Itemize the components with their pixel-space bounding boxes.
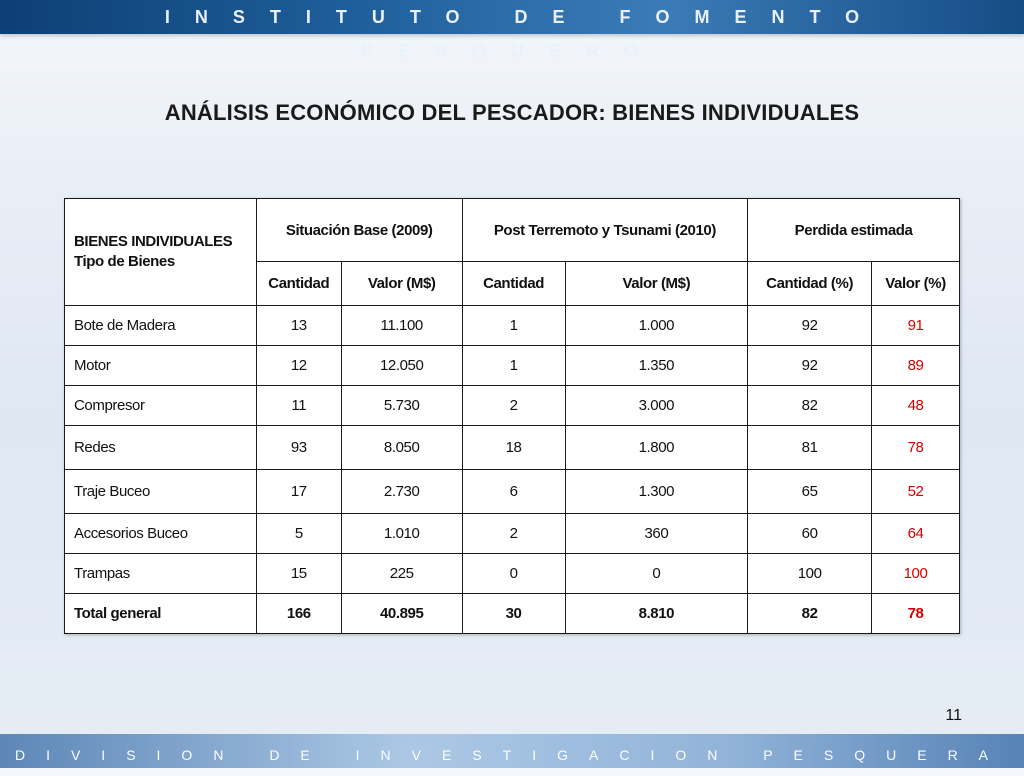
table-cell: 8.050 xyxy=(341,426,462,470)
table-cell: 92 xyxy=(748,346,872,386)
table-cell: 1.300 xyxy=(565,470,748,514)
table-cell: 13 xyxy=(256,306,341,346)
table-cell: 81 xyxy=(748,426,872,470)
total-cell: 40.895 xyxy=(341,594,462,634)
row-label: Redes xyxy=(65,426,257,470)
group-header-loss: Perdida estimada xyxy=(748,199,960,262)
table-cell: 1.350 xyxy=(565,346,748,386)
total-cell: 8.810 xyxy=(565,594,748,634)
corner-line-2: Tipo de Bienes xyxy=(74,253,175,270)
table-row xyxy=(65,346,960,386)
subheader-cell: Valor (M$) xyxy=(341,262,462,306)
subheader-cell: Cantidad xyxy=(256,262,341,306)
table-cell: 3.000 xyxy=(565,386,748,426)
table-cell: 12 xyxy=(256,346,341,386)
table-cell: 60 xyxy=(748,514,872,554)
table-cell: 1.010 xyxy=(341,514,462,554)
row-label: Traje Buceo xyxy=(65,470,257,514)
goods-table xyxy=(64,198,960,634)
table-cell: 65 xyxy=(748,470,872,514)
table-cell: 6 xyxy=(462,470,565,514)
group-header-base: Situación Base (2009) xyxy=(256,199,462,262)
row-label: Accesorios Buceo xyxy=(65,514,257,554)
value-loss-cell: 48 xyxy=(872,386,960,426)
total-label: Total general xyxy=(65,594,257,634)
subheader-cell: Cantidad (%) xyxy=(748,262,872,306)
subheader-cell: Valor (M$) xyxy=(565,262,748,306)
group-header-post: Post Terremoto y Tsunami (2010) xyxy=(462,199,748,262)
table-header-row xyxy=(65,199,960,262)
table-cell: 92 xyxy=(748,306,872,346)
table-row xyxy=(65,306,960,346)
value-loss-cell: 91 xyxy=(872,306,960,346)
table-cell: 100 xyxy=(748,554,872,594)
row-label: Trampas xyxy=(65,554,257,594)
table-cell: 2 xyxy=(462,514,565,554)
table-cell: 360 xyxy=(565,514,748,554)
table-cell: 15 xyxy=(256,554,341,594)
header-banner xyxy=(0,0,1024,61)
table-cell: 1.000 xyxy=(565,306,748,346)
table-cell: 12.050 xyxy=(341,346,462,386)
header-banner-text: INSTITUTO DE FOMENTO PESQUERO xyxy=(164,7,885,61)
table-cell: 1 xyxy=(462,346,565,386)
table-cell: 0 xyxy=(565,554,748,594)
table-cell: 0 xyxy=(462,554,565,594)
table-cell: 17 xyxy=(256,470,341,514)
table-row xyxy=(65,554,960,594)
total-cell: 166 xyxy=(256,594,341,634)
value-loss-cell: 52 xyxy=(872,470,960,514)
corner-line-1: BIENES INDIVIDUALES xyxy=(74,233,233,250)
value-loss-cell: 78 xyxy=(872,426,960,470)
subheader-cell: Valor (%) xyxy=(872,262,960,306)
table-cell: 2 xyxy=(462,386,565,426)
footer-banner xyxy=(0,734,1024,768)
table-cell: 11 xyxy=(256,386,341,426)
table-cell: 5.730 xyxy=(341,386,462,426)
value-loss-cell: 100 xyxy=(872,554,960,594)
page-number: 11 xyxy=(945,707,962,724)
table-cell: 11.100 xyxy=(341,306,462,346)
table-cell: 1.800 xyxy=(565,426,748,470)
table-row xyxy=(65,426,960,470)
value-loss-cell: 89 xyxy=(872,346,960,386)
row-label: Bote de Madera xyxy=(65,306,257,346)
table-cell: 225 xyxy=(341,554,462,594)
total-row xyxy=(65,594,960,634)
total-cell: 30 xyxy=(462,594,565,634)
table-row xyxy=(65,386,960,426)
table-row xyxy=(65,470,960,514)
value-loss-cell: 64 xyxy=(872,514,960,554)
row-label: Compresor xyxy=(65,386,257,426)
table-cell: 5 xyxy=(256,514,341,554)
table-cell: 93 xyxy=(256,426,341,470)
table-row xyxy=(65,514,960,554)
footer-banner-text: DIVISION DE INVESTIGACION PESQUERA xyxy=(14,747,1010,763)
subheader-cell: Cantidad xyxy=(462,262,565,306)
table-cell: 18 xyxy=(462,426,565,470)
row-label: Motor xyxy=(65,346,257,386)
corner-header xyxy=(65,199,257,306)
table-cell: 82 xyxy=(748,386,872,426)
table-cell: 2.730 xyxy=(341,470,462,514)
slide-title: ANÁLISIS ECONÓMICO DEL PESCADOR: BIENES INDIVIDUALES xyxy=(164,100,860,125)
total-cell: 82 xyxy=(748,594,872,634)
total-value-loss-cell: 78 xyxy=(872,594,960,634)
table-cell: 1 xyxy=(462,306,565,346)
